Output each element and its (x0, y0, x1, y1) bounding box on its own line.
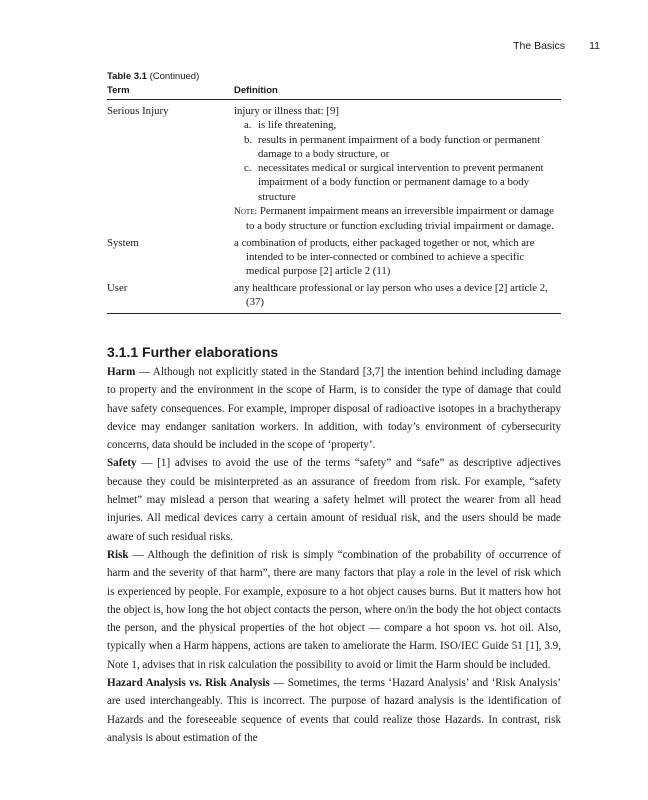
note-label: Note: (234, 207, 258, 218)
table-caption (107, 70, 561, 84)
list-item (234, 133, 561, 162)
list-item-text: is life threatening, (258, 119, 337, 132)
definition-serious-injury (234, 104, 561, 234)
list-marker: a. (244, 119, 252, 132)
definitions-table (107, 70, 561, 314)
term-user: User (107, 281, 128, 294)
definition-user: any healthcare professional or lay person who uses a device [2] article 2, (37) (234, 281, 548, 308)
table-row-system (107, 236, 561, 279)
table-bottom-rule (107, 313, 561, 314)
paragraph-lead: Safety (107, 457, 137, 470)
paragraph-risk (107, 546, 561, 674)
table-header-term: Term (107, 85, 130, 96)
paragraph-text: — Although the definition of risk is simply “combination of the probability of occurrence of harm and the severity of that harm”, there are many factors that play a role in the level of risk which is experienced by people. For example, exposure to a hot object causes burns. But it matters how hot the object is, how long the hot object contacts the person, where on/in the body the hot object contacts the person, and the physical properties of the hot object — compare a hot spoon vs. hot oil. Also, typically when a Harm happens, actions are taken to ameliorate the Harm. ISO/IEC Guide 51 [1], 3.9, Note 1, advises that in risk calculation the possibility to avoid or limit the Harm should be included. (107, 548, 561, 671)
running-head (0, 40, 600, 56)
term-system: System (107, 236, 139, 249)
list-item (234, 161, 561, 204)
paragraph-lead: Harm (107, 366, 136, 378)
paragraph-hazard-analysis (107, 674, 561, 747)
paragraph-lead: Risk (107, 548, 129, 561)
definition-system: a combination of products, either packaged together or not, which are intended to be inter-connected or combined to achieve a specific medical purpose [2] article 2 (11) (234, 236, 535, 278)
paragraph-safety (107, 454, 561, 545)
table-caption-note: (Continued) (149, 71, 200, 82)
list-item-text: necessitates medical or surgical intervention to prevent permanent impairment of a body function or permanent damage to a body structure (258, 162, 544, 203)
list-marker: b. (244, 133, 253, 146)
definition-intro: injury or illness that: [9] (234, 105, 339, 117)
list-item (234, 118, 561, 132)
definition-note (234, 204, 561, 234)
note-text: Permanent impairment means an irreversible impairment or damage to a body structure or function excluding trivial impairment or damage. (246, 205, 554, 233)
term-serious-injury: Serious Injury (107, 105, 169, 117)
table-caption-label: Table 3.1 (107, 71, 147, 82)
paragraph-text: — Although not explicitly stated in the Standard [3,7] the intention behind including damage to property and the environment in the scope of Harm, is to consider the type of damage that could have safety consequences. For example, improper disposal of radioactive isotopes in a brachytherapy device may endanger sanitation workers. In addition, with today’s environment of cybersecurity concerns, data should be included in the scope of ‘property’. (107, 366, 561, 452)
paragraph-text: — Sometimes, the terms ‘Hazard Analysis’ and ‘Risk Analysis’ are used interchangeably. This is incorrect. The purpose of hazard analysis is the identification of Hazards and the foreseeable sequence of events that could realize those Hazards. In contrast, risk analysis is about estimation of the (107, 677, 561, 744)
paragraph-text: — [1] advises to avoid the use of the terms “safety” and “safe” as descriptive adjectives because they could be misinterpreted as an assurance of freedom from risk. For example, “safety helmet” may mislead a person that wearing a safety helmet will protect the wearer from all head injuries. All medical devices carry a certain amount of residual risk, and the users should be made aware of such residual risks. (107, 457, 561, 543)
page-number: 11 (589, 40, 600, 52)
list-marker: c. (244, 162, 252, 175)
table-header-row (107, 84, 561, 98)
table-row-user (107, 281, 561, 310)
running-head-section: The Basics (513, 40, 565, 52)
table-row-serious-injury (107, 104, 561, 234)
paragraph-lead: Hazard Analysis vs. Risk Analysis (107, 677, 270, 690)
list-item-text: results in permanent impairment of a body function or permanent damage to a body structure, or (258, 133, 541, 160)
paragraph-harm (107, 363, 561, 454)
body-text (107, 363, 561, 747)
table-header-rule (107, 99, 561, 100)
table-header-definition: Definition (234, 85, 278, 96)
section-heading: 3.1.1 Further elaborations (107, 344, 279, 360)
